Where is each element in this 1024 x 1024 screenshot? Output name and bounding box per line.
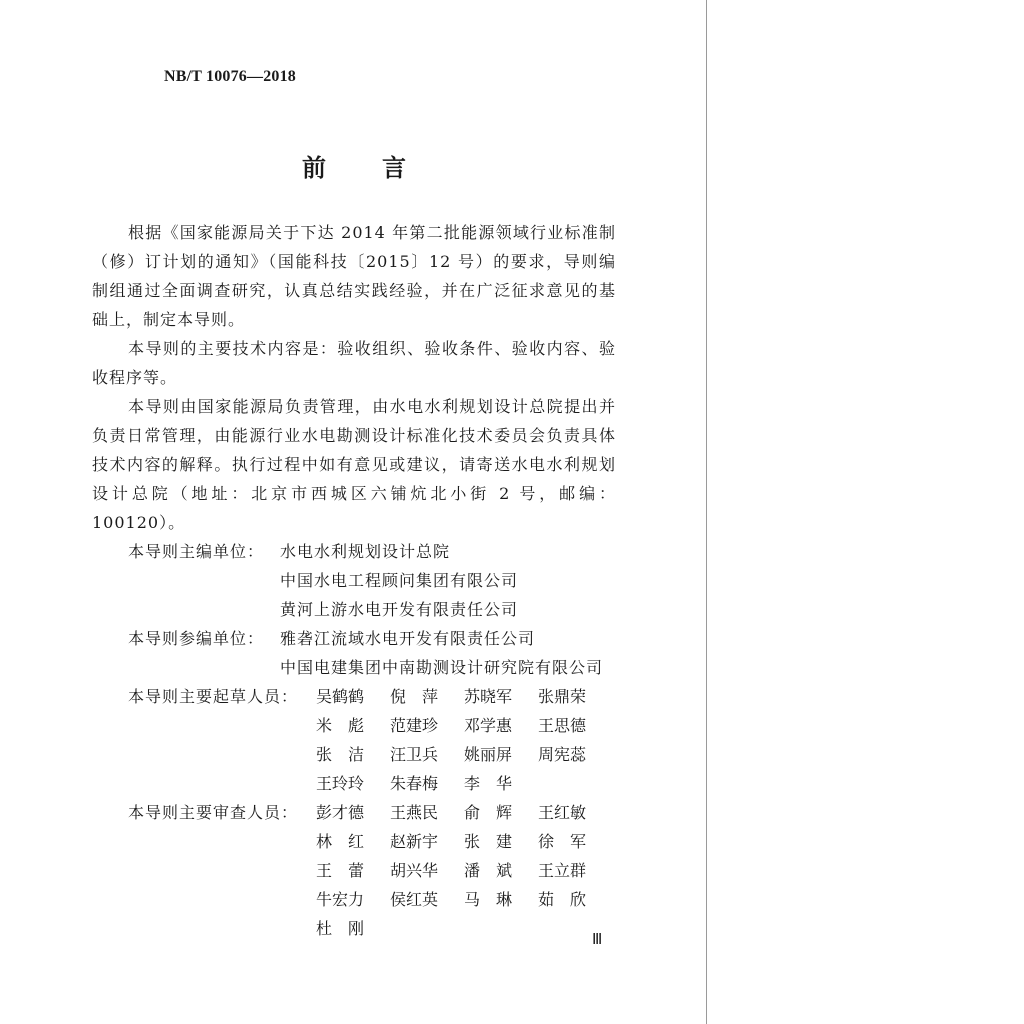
reviewer-name: 牛宏力: [316, 890, 365, 909]
drafters: [92, 682, 616, 798]
reviewer-name: 王燕民: [390, 803, 439, 822]
reviewers-label: 本导则主要审查人员：: [128, 803, 299, 822]
drafter-name: 王思德: [538, 716, 587, 735]
participating-unit-2: 中国电建集团中南勘测设计研究院有限公司: [280, 658, 604, 677]
reviewer-name: 俞 辉: [464, 803, 513, 822]
paragraph-management: 本导则由国家能源局负责管理，由水电水利规划设计总院提出并负责日常管理，由能源行业水电勘测设计标准化技术委员会负责具体技术内容的解释。执行过程中如有意见或建议，请寄送水电水利规划设计总院（地址：北京市西城区六铺炕北小街 2 号，邮编：100120）。: [92, 397, 616, 532]
chief-unit-1: 水电水利规划设计总院: [280, 542, 451, 561]
drafter-name: 张 洁: [316, 745, 365, 764]
title-char-2: 言: [382, 153, 406, 182]
reviewer-name: 张 建: [464, 832, 513, 851]
participating-unit-1: 雅砻江流域水电开发有限责任公司: [280, 629, 536, 648]
reviewer-name: 王立群: [538, 861, 587, 880]
reviewer-name: 彭才德: [316, 803, 365, 822]
standard-code: NB/T 10076—2018: [163, 68, 296, 85]
reviewer-name: 赵新宇: [390, 832, 439, 851]
chief-units-label: 本导则主编单位：: [128, 542, 265, 561]
title-char-1: 前: [302, 153, 326, 182]
drafter-name: 苏晓军: [464, 687, 513, 706]
reviewer-name: 茹 欣: [538, 890, 587, 909]
reviewer-name: 林 红: [316, 832, 365, 851]
chief-units: [92, 537, 616, 624]
participating-units-label: 本导则参编单位：: [128, 629, 265, 648]
drafter-name: 王玲玲: [316, 774, 365, 793]
paragraph-basis: 根据《国家能源局关于下达 2014 年第二批能源领域行业标准制（修）订计划的通知》（国能科技〔2015〕12 号）的要求，导则编制组通过全面调查研究，认真总结实践经验，并在广泛征求意见的基础上，制定本导则。: [92, 223, 616, 329]
drafter-name: 李 华: [464, 774, 513, 793]
drafter-name: 朱春梅: [390, 774, 439, 793]
drafter-name: 倪 萍: [390, 687, 439, 706]
drafter-name: 姚丽屏: [464, 745, 513, 764]
drafter-name: 汪卫兵: [390, 745, 439, 764]
paragraph-content: 本导则的主要技术内容是：验收组织、验收条件、验收内容、验收程序等。: [92, 339, 616, 387]
reviewer-name: 潘 斌: [464, 861, 513, 880]
reviewer-name: 杜 刚: [316, 919, 365, 938]
reviewer-name: 胡兴华: [390, 861, 439, 880]
drafter-name: 张鼎荣: [538, 687, 587, 706]
page-title: [302, 148, 406, 183]
preface-body: [92, 218, 616, 943]
chief-unit-2: 中国水电工程顾问集团有限公司: [280, 571, 519, 590]
drafter-name: 吴鹤鹤: [316, 687, 365, 706]
reviewers: [92, 798, 616, 943]
blank-margin: [707, 0, 1024, 1024]
drafter-name: 范建珍: [390, 716, 439, 735]
page-number: Ⅲ: [592, 932, 603, 948]
reviewer-name: 侯红英: [390, 890, 439, 909]
drafter-name: 米 彪: [316, 716, 365, 735]
drafter-name: 周宪蕊: [538, 745, 587, 764]
chief-unit-3: 黄河上游水电开发有限责任公司: [280, 600, 519, 619]
reviewer-name: 王红敏: [538, 803, 587, 822]
participating-units: [92, 624, 616, 682]
drafter-name: 邓学惠: [464, 716, 513, 735]
reviewer-name: 徐 军: [538, 832, 587, 851]
drafters-label: 本导则主要起草人员：: [128, 687, 299, 706]
reviewer-name: 王 蕾: [316, 861, 365, 880]
reviewer-name: 马 琳: [464, 890, 513, 909]
